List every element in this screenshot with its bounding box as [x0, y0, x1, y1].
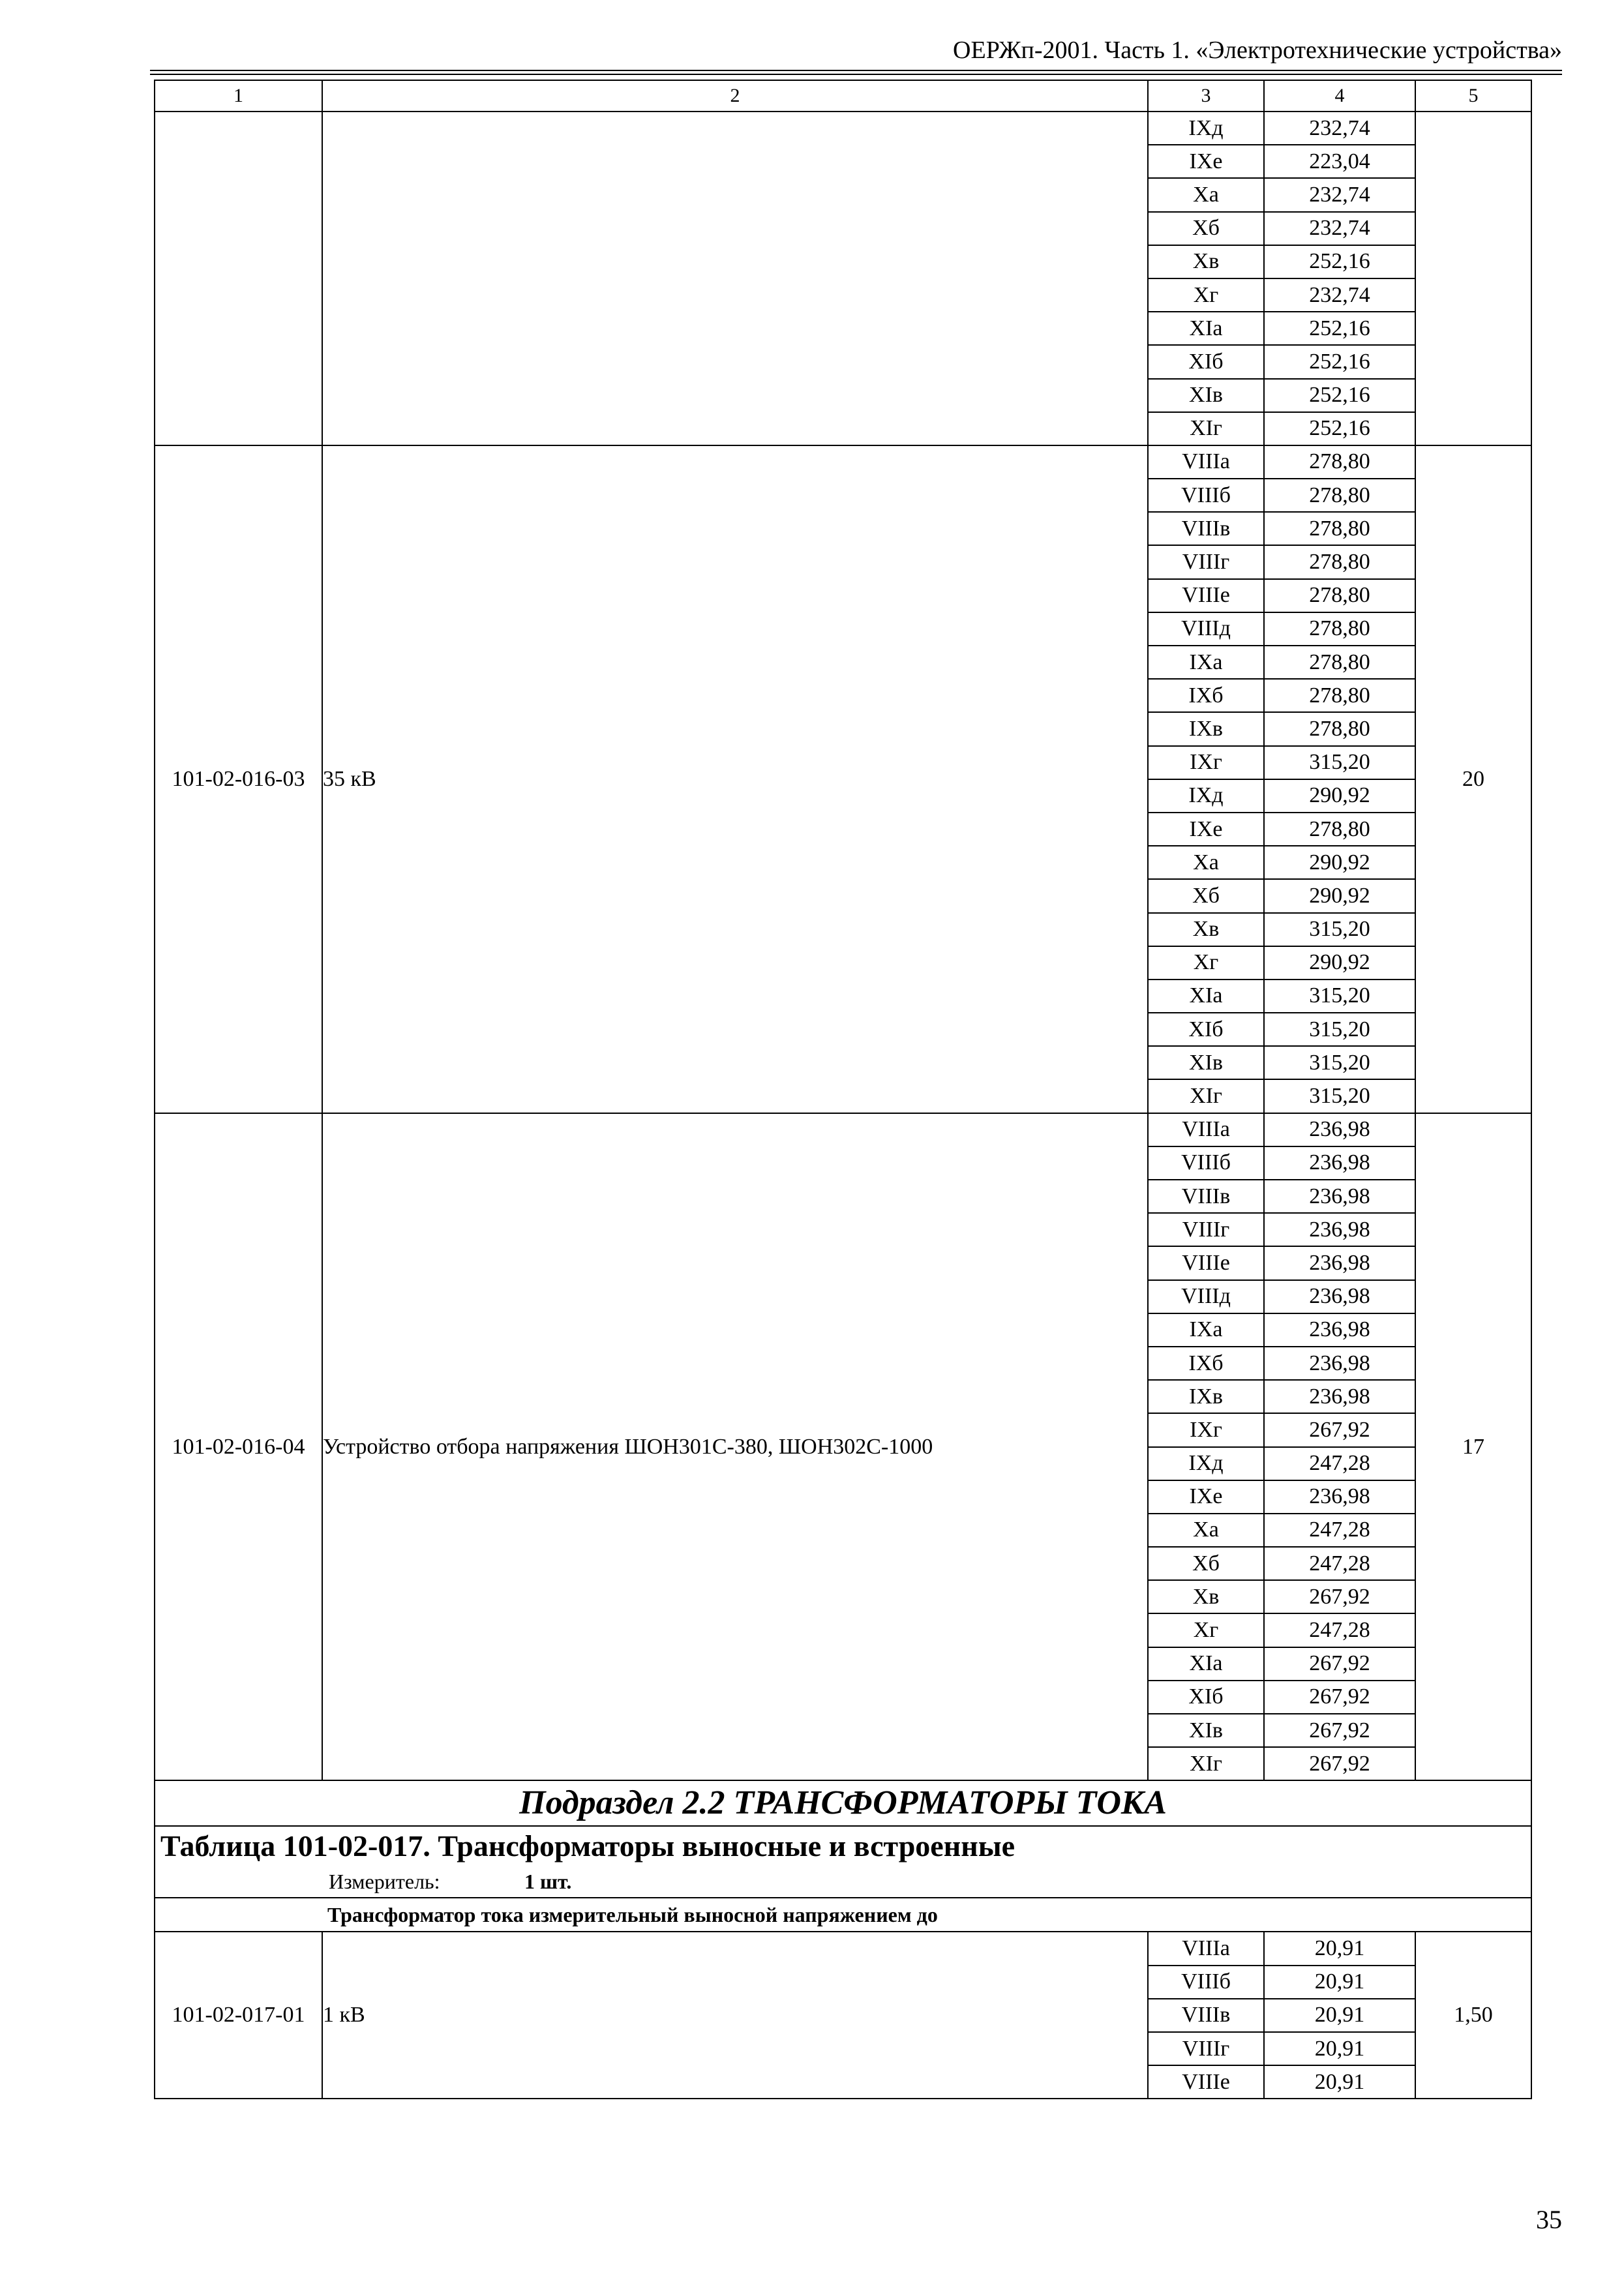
- zone-mark: VIIIв: [1148, 1180, 1264, 1213]
- item-quantity: 17: [1415, 1113, 1531, 1781]
- price-value: 315,20: [1264, 1013, 1415, 1046]
- document-header: ОЕРЖп-2001. Часть 1. «Электротехнические устройства»: [953, 37, 1562, 64]
- zone-mark: VIIIг: [1148, 545, 1264, 578]
- price-value: 252,16: [1264, 379, 1415, 412]
- price-value: 223,04: [1264, 145, 1415, 178]
- item-quantity: 1,50: [1415, 1932, 1531, 2099]
- price-value: 232,74: [1264, 178, 1415, 211]
- zone-mark: XIа: [1148, 980, 1264, 1013]
- table-row: [155, 112, 1531, 145]
- zone-mark: IXб: [1148, 1347, 1264, 1380]
- price-value: 278,80: [1264, 512, 1415, 545]
- zone-mark: Xв: [1148, 245, 1264, 278]
- zone-mark: XIб: [1148, 1013, 1264, 1046]
- column-number: 2: [322, 80, 1148, 112]
- zone-mark: VIIIа: [1148, 445, 1264, 479]
- measure-cell: [155, 1865, 1531, 1898]
- zone-mark: VIIIб: [1148, 1966, 1264, 1999]
- zone-mark: XIб: [1148, 345, 1264, 378]
- price-value: 267,92: [1264, 1580, 1415, 1613]
- zone-mark: IXг: [1148, 746, 1264, 779]
- zone-mark: Xг: [1148, 946, 1264, 980]
- item-description: 35 кВ: [322, 445, 1148, 1113]
- zone-mark: IXа: [1148, 1313, 1264, 1347]
- price-value: 278,80: [1264, 612, 1415, 646]
- price-value: 247,28: [1264, 1514, 1415, 1547]
- price-value: 247,28: [1264, 1613, 1415, 1647]
- price-value: 267,92: [1264, 1747, 1415, 1780]
- price-value: 278,80: [1264, 679, 1415, 712]
- zone-mark: VIIIа: [1148, 1113, 1264, 1146]
- price-value: 236,98: [1264, 1246, 1415, 1279]
- zone-mark: VIIIд: [1148, 612, 1264, 646]
- price-value: 290,92: [1264, 879, 1415, 912]
- measure-label: Измеритель:: [329, 1869, 440, 1893]
- price-value: 236,98: [1264, 1380, 1415, 1413]
- page-number: 35: [1536, 2205, 1562, 2234]
- price-value: 236,98: [1264, 1480, 1415, 1514]
- price-value: 315,20: [1264, 980, 1415, 1013]
- zone-mark: IXа: [1148, 646, 1264, 679]
- price-value: 278,80: [1264, 445, 1415, 479]
- price-value: 247,28: [1264, 1547, 1415, 1580]
- zone-mark: IXв: [1148, 1380, 1264, 1413]
- price-value: 247,28: [1264, 1447, 1415, 1480]
- zone-mark: Xг: [1148, 278, 1264, 312]
- item-quantity: 20: [1415, 445, 1531, 1113]
- zone-mark: VIIIе: [1148, 1246, 1264, 1279]
- price-value: 236,98: [1264, 1313, 1415, 1347]
- price-value: 236,98: [1264, 1280, 1415, 1313]
- zone-mark: Xб: [1148, 212, 1264, 245]
- zone-mark: VIIIб: [1148, 1146, 1264, 1180]
- price-value: 236,98: [1264, 1113, 1415, 1146]
- item-quantity: [1415, 112, 1531, 445]
- price-value: 236,98: [1264, 1146, 1415, 1180]
- zone-mark: XIг: [1148, 412, 1264, 445]
- zone-mark: VIIIг: [1148, 2032, 1264, 2065]
- price-value: 232,74: [1264, 212, 1415, 245]
- price-value: 315,20: [1264, 1079, 1415, 1113]
- column-numbers-row: [155, 80, 1531, 112]
- zone-mark: Xв: [1148, 1580, 1264, 1613]
- zone-mark: Xа: [1148, 1514, 1264, 1547]
- zone-mark: XIа: [1148, 312, 1264, 345]
- price-value: 278,80: [1264, 579, 1415, 612]
- zone-mark: VIIIе: [1148, 2065, 1264, 2099]
- table-row: [155, 445, 1531, 479]
- zone-mark: VIIIв: [1148, 512, 1264, 545]
- group-caption: Трансформатор тока измерительный выносной напряжением до: [155, 1898, 1531, 1932]
- zone-mark: IXе: [1148, 1480, 1264, 1514]
- zone-mark: Xг: [1148, 1613, 1264, 1647]
- zone-mark: XIг: [1148, 1079, 1264, 1113]
- zone-mark: IXг: [1148, 1413, 1264, 1446]
- price-table: [154, 80, 1532, 2099]
- measure-row: [155, 1865, 1531, 1898]
- zone-mark: XIв: [1148, 379, 1264, 412]
- price-value: 236,98: [1264, 1347, 1415, 1380]
- zone-mark: XIв: [1148, 1046, 1264, 1079]
- zone-mark: Xб: [1148, 879, 1264, 912]
- item-description: [322, 112, 1148, 445]
- zone-mark: IXв: [1148, 712, 1264, 745]
- item-code: 101-02-017-01: [155, 1932, 322, 2099]
- item-code: 101-02-016-04: [155, 1113, 322, 1781]
- zone-mark: Xа: [1148, 846, 1264, 879]
- price-value: 290,92: [1264, 779, 1415, 813]
- table-title-row: [155, 1826, 1531, 1865]
- price-value: 290,92: [1264, 846, 1415, 879]
- price-value: 236,98: [1264, 1180, 1415, 1213]
- price-value: 252,16: [1264, 245, 1415, 278]
- header-rule: [150, 74, 1562, 75]
- price-value: 20,91: [1264, 2032, 1415, 2065]
- zone-mark: IXб: [1148, 679, 1264, 712]
- price-value: 315,20: [1264, 1046, 1415, 1079]
- price-value: 267,92: [1264, 1413, 1415, 1446]
- zone-mark: VIIIе: [1148, 579, 1264, 612]
- item-code: [155, 112, 322, 445]
- price-value: 252,16: [1264, 312, 1415, 345]
- price-value: 20,91: [1264, 2065, 1415, 2099]
- table-title: Таблица 101-02-017. Трансформаторы выносные и встроенные: [155, 1826, 1531, 1865]
- table-row: [155, 1113, 1531, 1146]
- column-number: 1: [155, 80, 322, 112]
- price-value: 20,91: [1264, 1932, 1415, 1965]
- zone-mark: Xа: [1148, 178, 1264, 211]
- section-row: [155, 1780, 1531, 1826]
- price-value: 278,80: [1264, 479, 1415, 512]
- price-value: 267,92: [1264, 1647, 1415, 1681]
- section-title: Подраздел 2.2 ТРАНСФОРМАТОРЫ ТОКА: [155, 1780, 1531, 1826]
- zone-mark: XIв: [1148, 1714, 1264, 1747]
- table-row: [155, 1932, 1531, 1965]
- column-number: 3: [1148, 80, 1264, 112]
- zone-mark: XIа: [1148, 1647, 1264, 1681]
- item-description: Устройство отбора напряжения ШОН301С-380, ШОН302С-1000: [322, 1113, 1148, 1781]
- zone-mark: IXд: [1148, 779, 1264, 813]
- zone-mark: IXд: [1148, 112, 1264, 145]
- zone-mark: VIIIд: [1148, 1280, 1264, 1313]
- zone-mark: VIIIа: [1148, 1932, 1264, 1965]
- zone-mark: IXе: [1148, 813, 1264, 846]
- zone-mark: XIг: [1148, 1747, 1264, 1780]
- zone-mark: VIIIв: [1148, 1999, 1264, 2032]
- zone-mark: Xб: [1148, 1547, 1264, 1580]
- price-value: 278,80: [1264, 712, 1415, 745]
- price-value: 252,16: [1264, 345, 1415, 378]
- measure-value: 1 шт.: [524, 1869, 572, 1893]
- zone-mark: IXе: [1148, 145, 1264, 178]
- zone-mark: IXд: [1148, 1447, 1264, 1480]
- price-value: 232,74: [1264, 112, 1415, 145]
- header-rule: [150, 70, 1562, 71]
- column-number: 4: [1264, 80, 1415, 112]
- item-description: 1 кВ: [322, 1932, 1148, 2099]
- price-value: 278,80: [1264, 545, 1415, 578]
- item-code: 101-02-016-03: [155, 445, 322, 1113]
- zone-mark: VIIIб: [1148, 479, 1264, 512]
- price-value: 278,80: [1264, 646, 1415, 679]
- zone-mark: Xв: [1148, 913, 1264, 946]
- price-value: 267,92: [1264, 1714, 1415, 1747]
- price-value: 290,92: [1264, 946, 1415, 980]
- price-value: 20,91: [1264, 1966, 1415, 1999]
- price-value: 236,98: [1264, 1213, 1415, 1246]
- price-value: 267,92: [1264, 1681, 1415, 1714]
- zone-mark: XIб: [1148, 1681, 1264, 1714]
- price-value: 315,20: [1264, 746, 1415, 779]
- group-caption-row: [155, 1898, 1531, 1932]
- price-value: 315,20: [1264, 913, 1415, 946]
- price-value: 20,91: [1264, 1999, 1415, 2032]
- price-value: 278,80: [1264, 813, 1415, 846]
- price-value: 252,16: [1264, 412, 1415, 445]
- price-value: 232,74: [1264, 278, 1415, 312]
- column-number: 5: [1415, 80, 1531, 112]
- zone-mark: VIIIг: [1148, 1213, 1264, 1246]
